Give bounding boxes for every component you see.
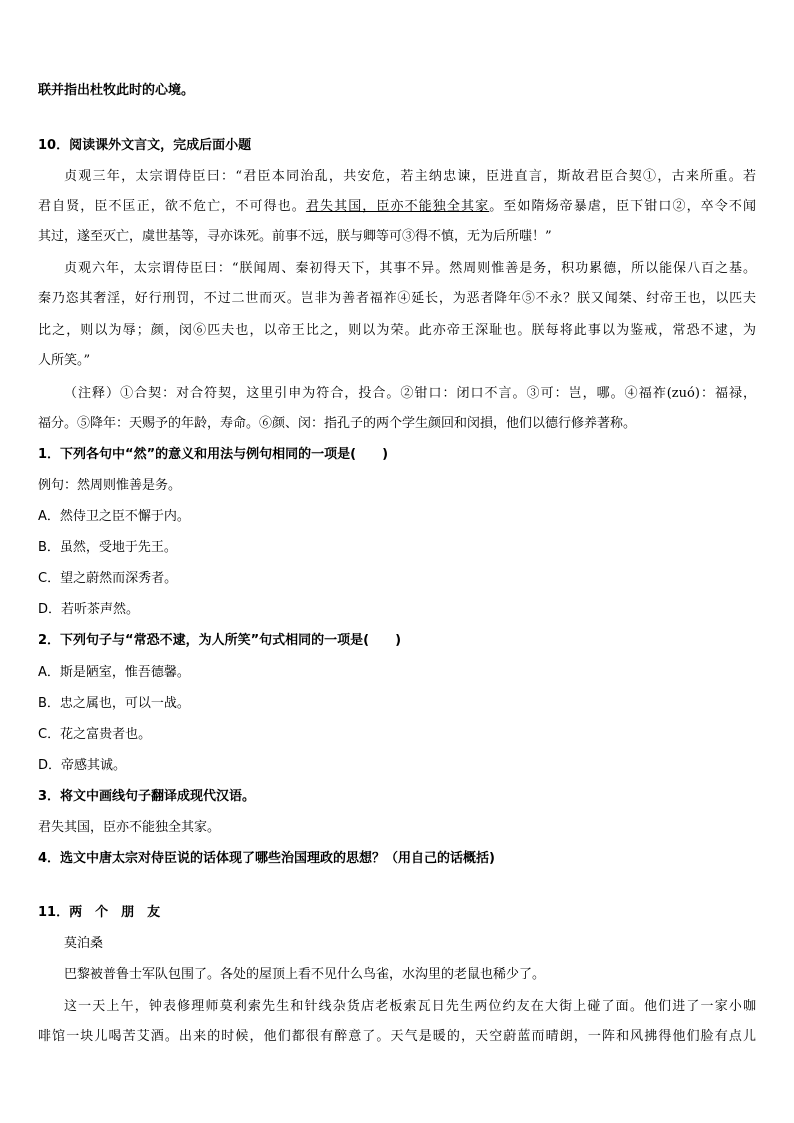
q10-sub2-option-a: A．斯是陋室，惟吾德馨。 [38,665,190,680]
q10-passage1-line2-end: 。至如隋炀帝暴虐，臣下钳口②，卒令不闻 [489,199,756,214]
q11-paragraph2-line2: 啡馆一块儿喝苦艾酒。出来的时候，他们都很有醉意了。天气是暖的，天空蔚蓝而晴朗，一阵和风拂得他们脸有点儿 [38,1029,756,1044]
q10-sub1-option-b: B．虽然，受地于先王。 [38,540,177,555]
q10-passage1-line1: 贞观三年，太宗谓侍臣曰：“君臣本同治乱，共安危，若主纳忠谏，臣进直言，斯故君臣合契①，古来所重。若 [64,169,756,184]
q11-paragraph2-line1: 这一天上午，钟表修理师莫利索先生和针线杂货店老板索瓦日先生两位约友在大街上碰了面。他们进了一家小咖 [64,999,756,1014]
q10-sub2-option-b: B．忠之属也，可以一战。 [38,696,190,711]
q11-title: 11．两 个 朋 友 [38,905,161,920]
q10-sub2-option-d: D．帝感其诚。 [38,758,127,773]
q10-passage1-line2 [38,198,756,216]
q10-passage2-line4: 人所笑。” [38,353,91,368]
q10-sub3-sentence: 君失其国，臣亦不能独全其家。 [38,820,221,835]
underlined-sentence: 君失其国，臣亦不能独全其家 [305,199,490,214]
q10-passage1-line2-start: 君自贤，臣不匡正，欲不危亡，不可得也。 [38,199,306,214]
q10-sub1-option-d: D．若听茶声然。 [38,602,140,617]
q10-sub3-stem: 3．将文中画线句子翻译成现代汉语。 [38,789,256,804]
q10-passage2-line3: 比之，则以为辱；颜，闵⑥匹夫也，以帝王比之，则以为荣。此亦帝王深耻也。朕每将此事以为鉴戒，常恐不逮，为 [38,323,756,338]
q11-paragraph1: 巴黎被普鲁士军队包围了。各处的屋顶上看不见什么鸟雀，水沟里的老鼠也稀少了。 [64,967,546,982]
q10-sub1-option-a: A．然侍卫之臣不懈于内。 [38,509,190,524]
intro-tail-text: 联并指出杜牧此时的心境。 [38,83,195,98]
q11-author: 莫泊桑 [64,936,104,951]
q10-sub2-stem: 2．下列句子与“常恐不逮，为人所笑”句式相同的一项是( ) [38,633,402,648]
q10-sub1-example: 例句：然周则惟善是务。 [38,478,182,493]
q10-sub4-stem: 4．选文中唐太宗对侍臣说的话体现了哪些治国理政的思想？（用自己的话概括) [38,851,495,866]
q10-sub2-option-c: C．花之富贵者也。 [38,727,152,742]
q10-title: 10．阅读课外文言文，完成后面小题 [38,138,252,153]
q10-sub1-stem: 1．下列各句中“然”的意义和用法与例句相同的一项是( ) [38,447,389,462]
q10-notes-line2: 福分。⑤降年：天赐予的年龄，寿命。⑥颜、闵：指孔子的两个学生颜回和闵損，他们以德行修养著称。 [38,416,637,431]
q10-passage2-line1: 贞观六年，太宗谓侍臣曰：“朕闻周、秦初得天下，其事不异。然周则惟善是务，积功累德，所以能保八百之基。 [64,261,756,276]
q10-notes-line1: （注释）①合契：对合符契，这里引申为符合，投合。②钳口：闭口不言。③可：岂，哪。④福祚(zuó)：福禄， [64,386,756,401]
q10-sub1-option-c: C．望之蔚然而深秀者。 [38,571,178,586]
q10-passage1-line3: 其过，遂至灭亡，虞世基等，寻亦诛死。前事不远，朕与卿等可③得不慎，无为后所嗤！” [38,229,552,244]
q10-passage2-line2: 秦乃恣其奢淫，好行刑罚，不过二世而灭。岂非为善者福祚④延长，为恶者降年⑤不永？朕又闻桀、纣帝王也，以匹夫 [38,291,756,306]
